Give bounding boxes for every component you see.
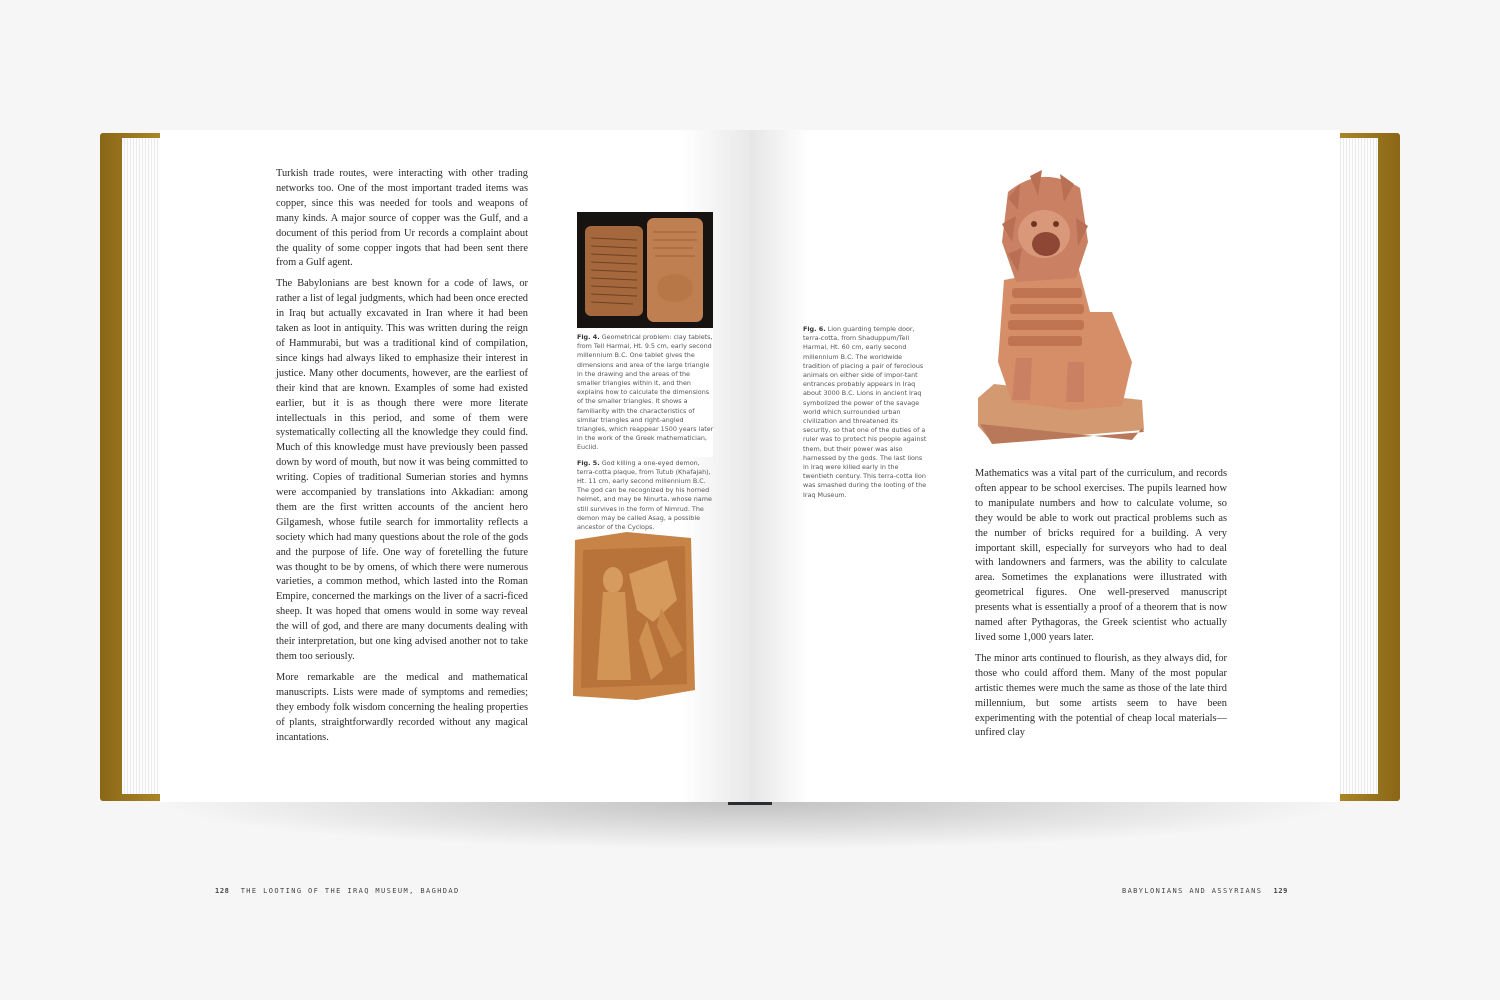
fig4-caption	[577, 333, 715, 538]
left-folio	[215, 887, 460, 895]
fig5-text: God killing a one-eyed demon, terra-cotta plaque, from Tutub (Khafajah), Ht. 11 cm, early second millennium B.C. The god can be recognized by his horned helmet, and may be Ninurta, whose name still survives in the form of Nimrud. The demon may be called Asag, a possible ancestor of the Cyclops.	[577, 458, 712, 532]
right-paragraph-2: The minor arts continued to flourish, as they always did, for those who could afford them. Many of the most popular artistic themes were much the same as those of the late third millennium, but some artists seem to have been experimenting with the potential of cheap local materials—unfired clay	[975, 652, 1227, 739]
terracotta-plaque-image	[567, 530, 699, 702]
fig6-label: Fig. 6.	[803, 325, 826, 333]
left-paragraph-2: The Babylonians are best known for a code of laws, or rather a list of legal judgments, which had been once erected in Iraq but actually excavated in Iran where it had been taken as loot in antiquity. This was written during the reign of Hammurabi, but was a traditional kind of compilation, since kings had always liked to emphasize their interest in justice. Many other documents, however, are the earliest of their kind that are known. Examples of some had existed earlier, but it is as though there were more literate intellectuals in this period, and some of them were systematically collecting all the knowledge they could find. Much of this knowledge must have previously been passed down by word of mouth, but now it was being committed to writing. Copies of traditional Sumerian stories and hymns were accompanied by translations into Akkadian: among them are the first written accounts of the ancient hero Gilgamesh, whose futile search for immortality reflects a society which had many questions about the role of the gods and the purpose of life. One way of foretelling the future was thought to be by omens, of which there were numerous varieties, a common method, which lasted into the Roman Empire, concerned the markings on the liver of a sacri-ficed sheep. It was hoped that omens would in some way reveal the will of god, and there are many documents dealing with their interpretation, but one king advised another not to take them too seriously.	[276, 278, 528, 662]
left-body-text	[276, 167, 528, 751]
left-paragraph-3: More remarkable are the medical and mathematical manuscripts. Lists were made of symptoms and remedies; they embody folk wisdom concerning the healing properties of plants, straightforwardly recorded without any magical incantations.	[276, 671, 528, 743]
left-page-number: 128	[215, 887, 230, 895]
right-folio	[1122, 887, 1288, 895]
terracotta-lion-image	[972, 162, 1150, 452]
left-page	[160, 130, 752, 895]
right-running-head: BABYLONIANS AND ASSYRIANS	[1121, 887, 1263, 895]
left-running-head: THE LOOTING OF THE IRAQ MUSEUM, BAGHDAD	[240, 887, 460, 895]
fig6-text: Lion guarding temple door, terra-cotta, from Shaduppum/Tell Harmal, Ht. 60 cm, early second millennium B.C. The worldwide tradition of placing a pair of ferocious animals on either side of impor-tant entrances probably appears in Iraq about 3000 B.C. Lions in ancient Iraq symbolized the power of the savage world which surrounded urban civilization and threatened its security, so that one of the duties of a ruler was to protect his people against them, but their power was also harnessed by the gods. The last lions in Iraq were killed early in the twentieth century. This terra-cotta lion was smashed during the looting of the Iraq Museum.	[803, 325, 927, 499]
fig4-label: Fig. 4.	[577, 333, 600, 341]
fig5-label: Fig. 5.	[577, 458, 600, 467]
right-page	[750, 130, 1340, 895]
left-paragraph-1: Turkish trade routes, were interacting with other trading networks too. One of the most important traded items was copper, since this was needed for tools and weapons of many kinds. A major source of copper was the Gulf, and a document of this period from Ur records a complaint about the quality of some copper ingots that had been sent there from a Gulf agent.	[276, 168, 528, 269]
right-page-number: 129	[1273, 887, 1288, 895]
fig4-text: Geometrical problem: clay tablets, from Tell Harmal, Ht. 9.5 cm, early second millennium B.C. One tablet gives the dimensions and area of the large triangle in the drawing and the areas of the smaller triangles within it, and then explains how to calculate the dimensions of the smaller triangles. It shows a familiarity with the characteristics of similar triangles and right-angled triangles, which reappear 1500 years later in the work of the Greek mathematician, Euclid.	[577, 333, 714, 452]
fig6-caption	[803, 325, 927, 506]
right-paragraph-1: Mathematics was a vital part of the curriculum, and records often appear to be school exercises. The pupils learned how to manipulate numbers and how to calculate volume, so they would be able to work out practical problems such as the number of bricks required for a building. A very important skill, especially for surveyors who had to deal with landowners and farmers, was the ability to calculate area. Sometimes the explanations were illustrated with geometrical figures. One well-preserved manuscript presents what is essentially a proof of a theorem that is now named after Pythagoras, the Greek scientist who actually lived some 1,000 years later.	[975, 468, 1227, 643]
right-body-text	[975, 467, 1227, 747]
